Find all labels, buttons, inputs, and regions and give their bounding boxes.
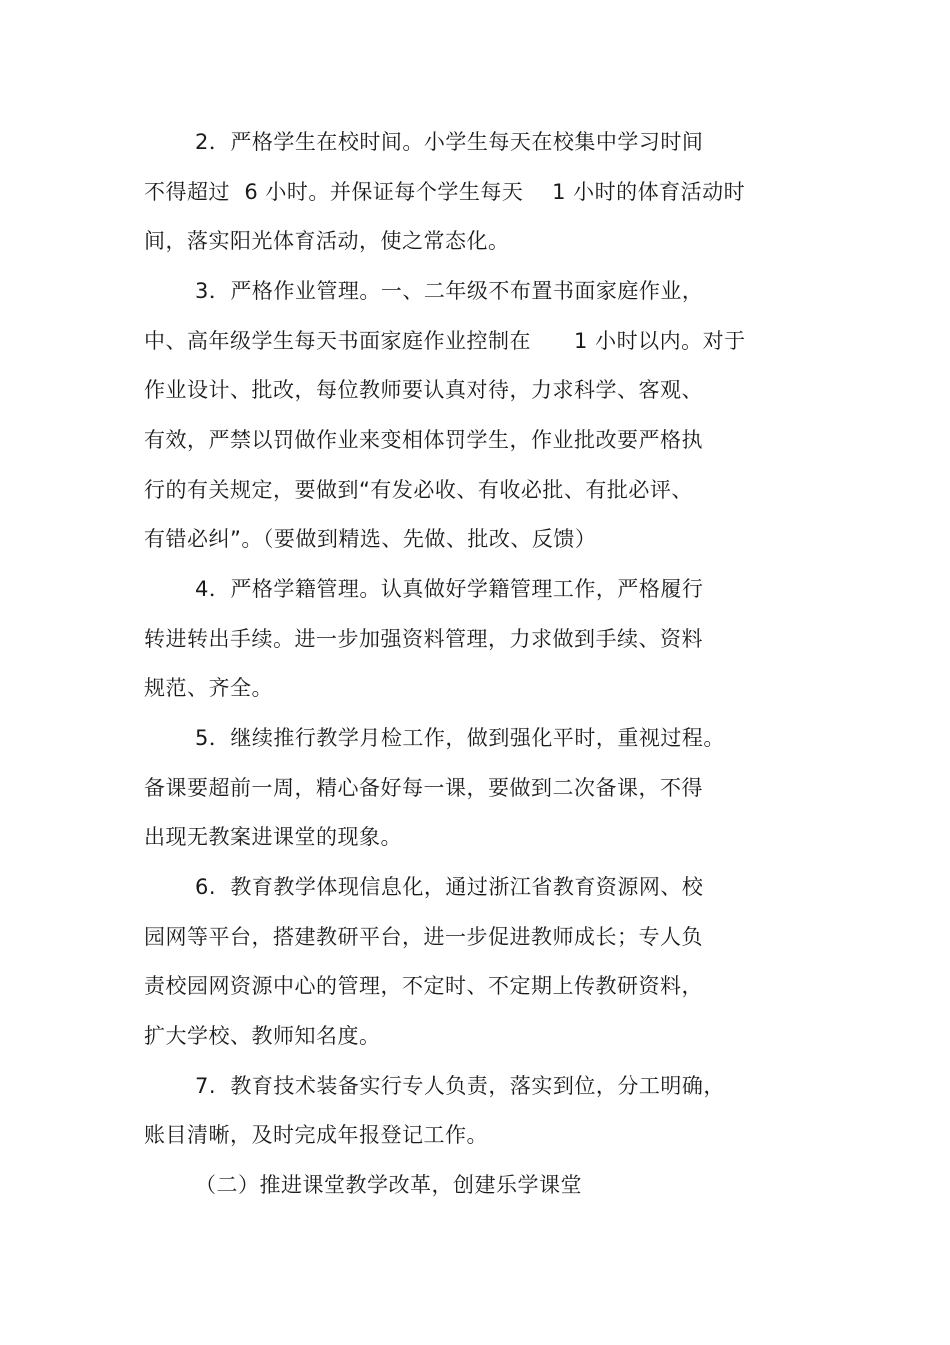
text-line-10: 4．严格学籍管理。认真做好学籍管理工作，严格履行	[195, 577, 704, 601]
text-line-4: 3．严格作业管理。一、二年级不布置书面家庭作业，	[195, 279, 704, 303]
text-line-18: 责校园网资源中心的管理，不定时、不定期上传教研资料，	[144, 974, 703, 998]
text-line-1: 2．严格学生在校时间。小学生每天在校集中学习时间	[195, 130, 704, 154]
text-line-15: 出现无教案进课堂的现象。	[144, 825, 402, 849]
text-line-5: 中、高年级学生每天书面家庭作业控制在 1 小时以内。对于	[144, 329, 746, 353]
text-line-13: 5．继续推行教学月检工作，做到强化平时，重视过程。	[195, 726, 725, 750]
text-line-2: 不得超过 6 小时。并保证每个学生每天 1 小时的体育活动时	[144, 180, 746, 204]
text-line-21: 账目清晰，及时完成年报登记工作。	[144, 1123, 488, 1147]
text-line-6: 作业设计、批改，每位教师要认真对待，力求科学、客观、	[144, 378, 703, 402]
section-heading: （二）推进课堂教学改革，创建乐学课堂	[195, 1173, 582, 1197]
text-line-14: 备课要超前一周，精心备好每一课，要做到二次备课，不得	[144, 776, 703, 800]
text-line-8: 行的有关规定，要做到“有发必收、有收必批、有批必评、	[144, 478, 693, 502]
text-line-3: 间，落实阳光体育活动，使之常态化。	[144, 229, 510, 253]
text-line-12: 规范、齐全。	[144, 676, 273, 700]
text-line-7: 有效，严禁以罚做作业来变相体罚学生，作业批改要严格执	[144, 428, 703, 452]
text-line-19: 扩大学校、教师知名度。	[144, 1024, 381, 1048]
text-line-16: 6. 教育教学体现信息化，通过浙江省教育资源网、校	[195, 875, 704, 899]
text-line-20: 7. 教育技术装备实行专人负责，落实到位，分工明确，	[195, 1074, 725, 1098]
text-line-9: 有错必纠”。（要做到精选、先做、批改、反馈）	[144, 527, 597, 551]
text-line-11: 转进转出手续。进一步加强资料管理，力求做到手续、资料	[144, 627, 703, 651]
text-line-17: 园网等平台，搭建教研平台，进一步促进教师成长；专人负	[144, 925, 703, 949]
